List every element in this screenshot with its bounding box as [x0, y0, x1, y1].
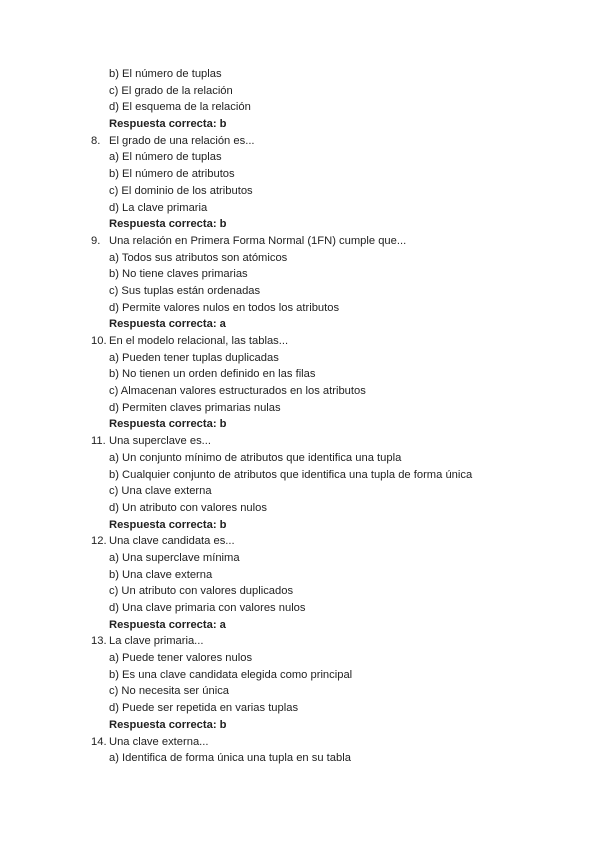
question-line — [0, 633, 600, 650]
correct-answer-line: Respuesta correcta: b — [109, 118, 227, 131]
answer-option: a) Identifica de forma única una tupla en su tabla — [109, 752, 351, 765]
correct-answer-line: Respuesta correcta: b — [109, 418, 227, 431]
question-line — [0, 233, 600, 250]
question-number: 14. — [91, 735, 107, 748]
answer-option: d) Puede ser repetida en varias tuplas — [109, 702, 299, 715]
answer-option: d) El esquema de la relación — [109, 101, 251, 114]
answer-option: d) Permiten claves primarias nulas — [109, 401, 281, 414]
correct-answer-line: Respuesta correcta: a — [109, 318, 226, 331]
answer-option: b) No tienen un orden definido en las filas — [109, 368, 316, 381]
correct-answer-line: Respuesta correcta: b — [109, 218, 227, 231]
answer-option: a) Todos sus atributos son atómicos — [109, 251, 288, 264]
answer-option: c) El grado de la relación — [109, 84, 233, 97]
answer-option: c) Un atributo con valores duplicados — [109, 585, 294, 598]
answer-option: b) El número de atributos — [109, 168, 235, 181]
question-number: 9. — [91, 234, 101, 247]
answer-option: a) Puede tener valores nulos — [109, 652, 253, 665]
question-text: El grado de una relación es... — [109, 134, 255, 147]
question-text: Una clave externa... — [109, 735, 209, 748]
question-text: La clave primaria... — [109, 635, 204, 648]
answer-option: a) El número de tuplas — [109, 151, 222, 164]
question-number: 10. — [91, 335, 107, 347]
question-text: En el modelo relacional, las tablas... — [109, 335, 289, 347]
quiz-content — [0, 66, 600, 767]
answer-option: b) No tiene claves primarias — [109, 268, 248, 281]
question-line — [0, 133, 600, 150]
question-line — [0, 533, 600, 550]
question-number: 13. — [91, 635, 107, 648]
correct-answer-line: Respuesta correcta: b — [109, 518, 227, 531]
question-line — [0, 433, 600, 450]
answer-option: d) La clave primaria — [109, 201, 208, 214]
question-text: Una relación en Primera Forma Normal (1FN) cumple que... — [109, 234, 407, 247]
answer-option: a) Una superclave mínima — [109, 551, 240, 564]
answer-option: b) Es una clave candidata elegida como principal — [109, 668, 353, 681]
answer-option: b) El número de tuplas — [109, 68, 222, 80]
answer-option: c) El dominio de los atributos — [109, 184, 253, 197]
question-number: 8. — [91, 134, 101, 147]
answer-option: d) Permite valores nulos en todos los atributos — [109, 301, 340, 314]
correct-answer-line: Respuesta correcta: b — [109, 718, 227, 731]
answer-option: c) No necesita ser única — [109, 685, 230, 698]
correct-answer-line: Respuesta correcta: a — [109, 618, 226, 631]
question-line — [0, 734, 600, 751]
answer-option: a) Pueden tener tuplas duplicadas — [109, 351, 279, 364]
answer-option: b) Cualquier conjunto de atributos que identifica una tupla de forma única — [109, 468, 473, 481]
question-number: 11. — [91, 435, 106, 448]
question-text: Una clave candidata es... — [109, 535, 235, 548]
answer-option: d) Una clave primaria con valores nulos — [109, 602, 306, 614]
answer-option: c) Sus tuplas están ordenadas — [109, 284, 261, 297]
question-text: Una superclave es... — [109, 435, 211, 448]
question-number: 12. — [91, 535, 107, 548]
answer-option: a) Un conjunto mínimo de atributos que identifica una tupla — [109, 451, 402, 464]
answer-option: b) Una clave externa — [109, 568, 213, 581]
answer-option: d) Un atributo con valores nulos — [109, 501, 267, 514]
answer-option: c) Una clave externa — [109, 485, 212, 498]
question-line — [0, 333, 600, 350]
answer-option: c) Almacenan valores estructurados en los atributos — [109, 385, 366, 398]
